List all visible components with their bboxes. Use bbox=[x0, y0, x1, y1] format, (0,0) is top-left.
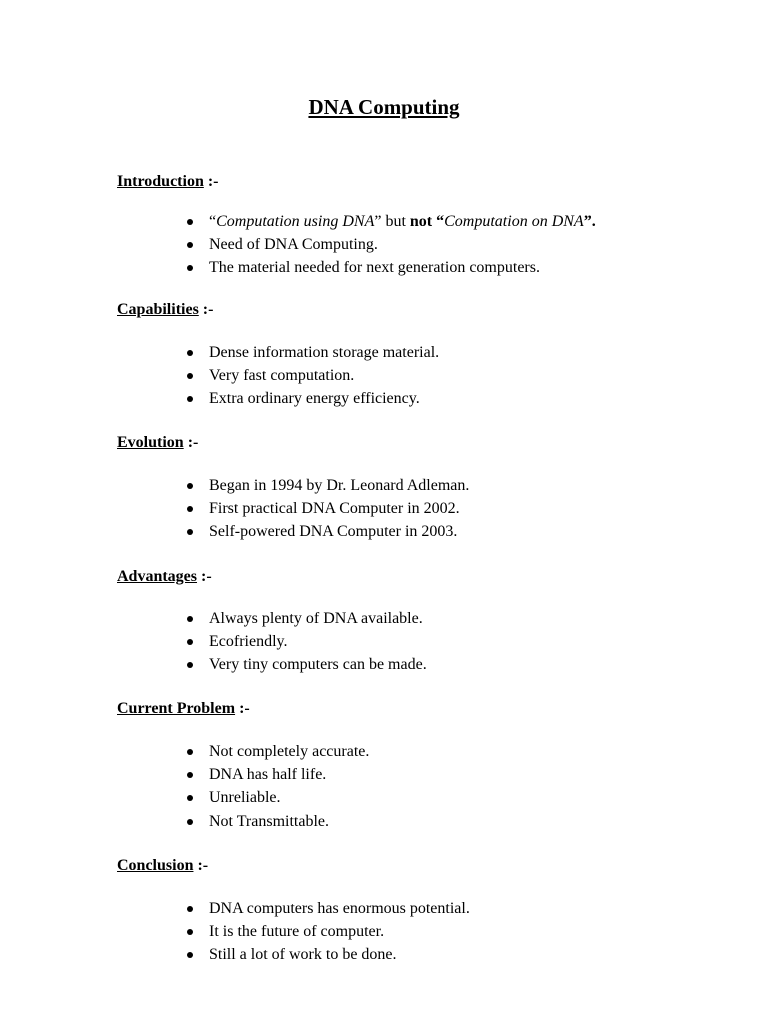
section-list-current-problem bbox=[186, 740, 369, 833]
list-item bbox=[186, 364, 439, 387]
bullet-icon bbox=[187, 772, 193, 778]
section-heading-suffix: :- bbox=[201, 568, 212, 585]
list-item bbox=[186, 474, 469, 497]
list-item bbox=[186, 256, 596, 279]
list-item-text: Extra ordinary energy efficiency. bbox=[209, 390, 420, 408]
bullet-icon bbox=[187, 396, 193, 402]
bullet-icon bbox=[187, 219, 193, 225]
bullet-icon bbox=[187, 639, 193, 645]
list-item-text: Dense information storage material. bbox=[209, 344, 440, 361]
section-heading-text: Capabilities bbox=[117, 301, 199, 318]
section-heading-text: Introduction bbox=[117, 173, 204, 190]
list-item bbox=[186, 607, 427, 630]
section-list-introduction bbox=[186, 210, 596, 280]
list-item bbox=[186, 630, 427, 653]
list-item-text: Not Transmittable. bbox=[209, 812, 330, 830]
list-item bbox=[186, 210, 596, 233]
list-item bbox=[186, 341, 439, 364]
list-item bbox=[186, 786, 369, 809]
section-heading-text: Current Problem bbox=[117, 700, 236, 717]
section-list-evolution bbox=[186, 474, 469, 544]
section-heading-suffix: :- bbox=[197, 857, 209, 874]
section-list-advantages bbox=[186, 607, 427, 677]
list-item-text: First practical DNA Computer in 2002. bbox=[209, 500, 460, 518]
list-item-text: Ecofriendly. bbox=[209, 633, 288, 651]
section-heading-text: Conclusion bbox=[117, 857, 194, 874]
bullet-icon bbox=[187, 506, 193, 512]
list-item-text: Began in 1994 by Dr. Leonard Adleman. bbox=[209, 477, 470, 494]
section-heading-conclusion bbox=[117, 856, 208, 876]
list-item-text: Need of DNA Computing. bbox=[209, 236, 378, 254]
list-item-text-part: ”. bbox=[583, 213, 596, 230]
list-item-text: The material needed for next generation computers. bbox=[209, 259, 540, 277]
section-heading-evolution bbox=[117, 433, 198, 453]
section-heading-advantages bbox=[117, 567, 212, 587]
list-item bbox=[186, 233, 596, 256]
list-item-text: DNA computers has enormous potential. bbox=[209, 900, 470, 917]
section-list-capabilities bbox=[186, 341, 439, 411]
list-item bbox=[186, 763, 369, 786]
section-heading-text: Advantages bbox=[117, 568, 198, 585]
list-item bbox=[186, 387, 439, 410]
list-item bbox=[186, 740, 369, 763]
bullet-icon bbox=[187, 662, 193, 668]
bullet-icon bbox=[187, 242, 193, 248]
list-item-text: DNA has half life. bbox=[209, 766, 327, 784]
list-item-text: Very tiny computers can be made. bbox=[209, 656, 427, 674]
list-item-text: Not completely accurate. bbox=[209, 743, 370, 760]
section-heading-suffix: :- bbox=[187, 434, 199, 451]
bullet-icon bbox=[187, 350, 193, 356]
bullet-icon bbox=[187, 795, 193, 801]
section-heading-introduction bbox=[117, 172, 219, 192]
list-item bbox=[186, 920, 470, 943]
list-item-text: Self-powered DNA Computer in 2003. bbox=[209, 523, 458, 541]
list-item-text-part: Computation on DNA bbox=[444, 213, 584, 230]
section-heading-suffix: :- bbox=[239, 700, 250, 717]
bullet-icon bbox=[187, 616, 193, 622]
list-item-text: Unreliable. bbox=[209, 789, 281, 807]
list-item-text-part: Computation using DNA bbox=[216, 213, 375, 230]
bullet-icon bbox=[187, 373, 193, 379]
section-heading-text: Evolution bbox=[117, 434, 184, 451]
list-item-text: Always plenty of DNA available. bbox=[209, 610, 423, 627]
section-heading-suffix: :- bbox=[202, 301, 214, 318]
list-item-text: Still a lot of work to be done. bbox=[209, 946, 397, 964]
section-heading-suffix: :- bbox=[207, 173, 219, 190]
list-item bbox=[186, 653, 427, 676]
list-item-text-part: not “ bbox=[409, 213, 445, 230]
bullet-icon bbox=[187, 483, 193, 489]
list-item-text: It is the future of computer. bbox=[209, 923, 385, 941]
document-title: DNA Computing bbox=[308, 95, 460, 119]
section-heading-current-problem bbox=[117, 699, 250, 719]
list-item bbox=[186, 897, 470, 920]
bullet-icon bbox=[187, 265, 193, 271]
bullet-icon bbox=[187, 952, 193, 958]
list-item bbox=[186, 810, 369, 833]
list-item bbox=[186, 520, 469, 543]
section-heading-capabilities bbox=[117, 300, 213, 320]
bullet-icon bbox=[187, 906, 193, 912]
list-item bbox=[186, 497, 469, 520]
list-item bbox=[186, 943, 470, 966]
list-item-text-part: ” but bbox=[374, 213, 410, 230]
bullet-icon bbox=[187, 819, 193, 825]
section-list-conclusion bbox=[186, 897, 470, 967]
bullet-icon bbox=[187, 929, 193, 935]
bullet-icon bbox=[187, 749, 193, 755]
bullet-icon bbox=[187, 529, 193, 535]
list-item-text: Very fast computation. bbox=[209, 367, 355, 385]
list-item-text-part: “ bbox=[209, 213, 217, 230]
